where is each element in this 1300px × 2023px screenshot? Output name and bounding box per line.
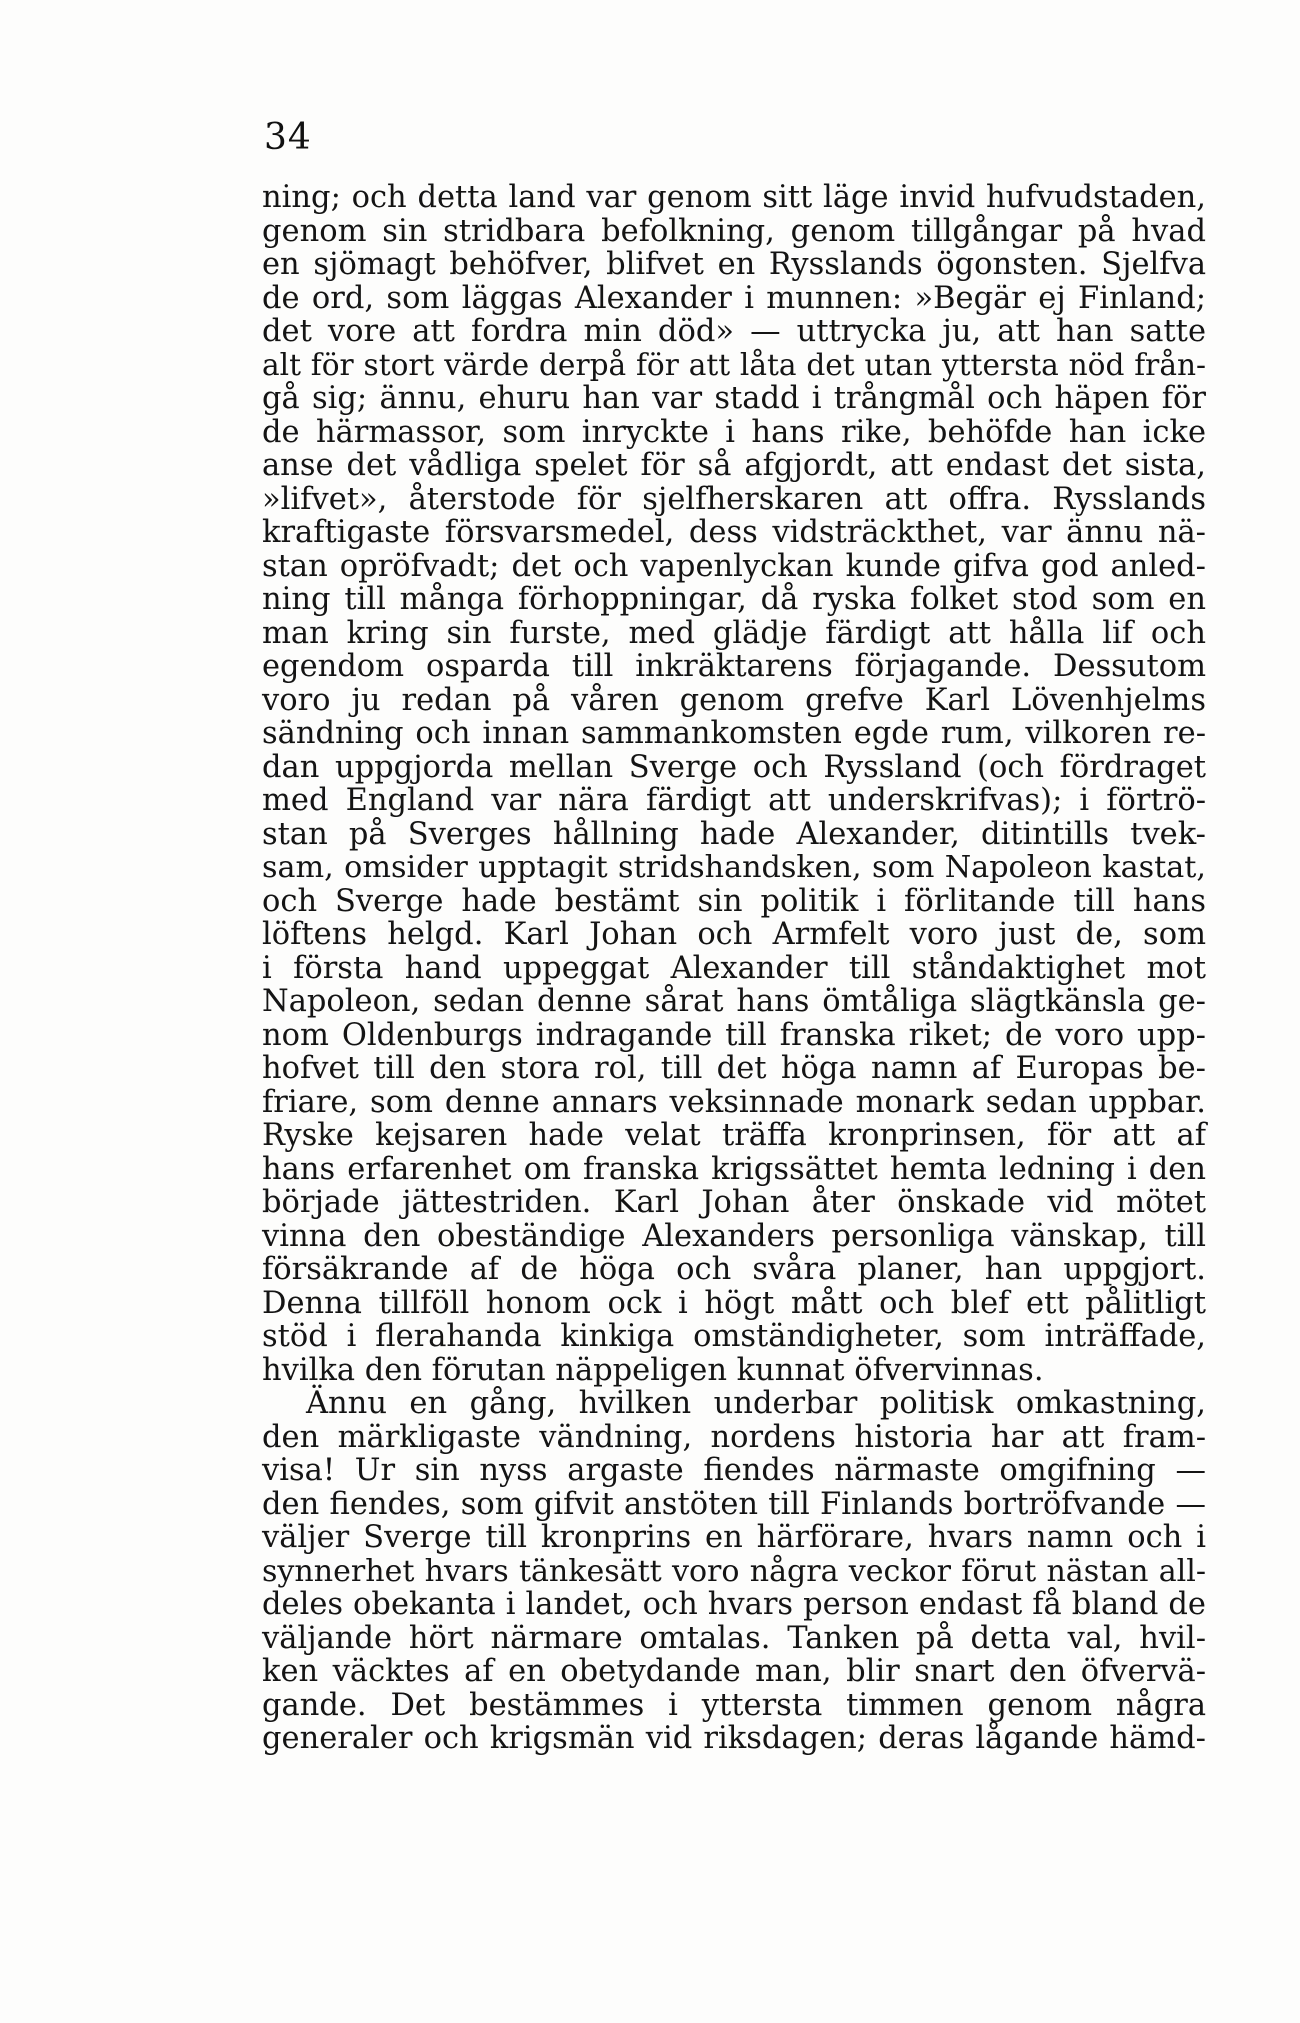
text-line: väljer Sverge till kronprins en härförare, hvars namn och i [262,1520,1206,1555]
text-line: ken väcktes af en obetydande man, blir snart den öfvervä- [262,1654,1206,1689]
text-line: sam, omsider upptagit stridshandsken, som Napoleon kastat, [262,850,1206,885]
text-line: i första hand uppeggat Alexander till ståndaktighet mot [262,950,1206,986]
text-line: försäkrande af de höga och svåra planer, han uppgjort. [262,1252,1206,1287]
text-line: och Sverge hade bestämt sin politik i förlitande till hans [262,883,1206,919]
text-line: den fiendes, som gifvit anstöten till Finlands bortröfvande — [262,1486,1206,1522]
text-line: hofvet till den stora rol, till det höga namn af Europas be- [262,1051,1206,1086]
text-line: alt för stort värde derpå för att låta det utan yttersta nöd från- [262,347,1206,382]
text-line: sändning och innan sammankomsten egde rum, vilkoren re- [262,716,1206,751]
text-line: kraftigaste försvarsmedel, dess vidsträckthet, var ännu nä- [262,515,1206,550]
text-line: dan uppgjorda mellan Sverge och Ryssland (och fördraget [262,749,1206,785]
text-line: med England var nära färdigt att underskrifvas); i förtrö- [262,783,1206,818]
text-line: det vore att fordra min död» — uttrycka ju, att han satte [262,314,1206,349]
text-line: nom Oldenburgs indragande till franska riket; de voro upp- [262,1017,1206,1053]
text-line: man kring sin furste, med glädje färdigt att hålla lif och [262,615,1206,651]
text-line: stan på Sverges hållning hade Alexander, ditintills tvek- [262,816,1206,852]
text-line: vinna den obeständige Alexanders personliga vänskap, till [262,1218,1206,1254]
text-line: »lifvet», återstode för sjelfherskaren att offra. Rysslands [262,481,1206,517]
body-text [262,181,1206,1756]
text-line: Denna tillföll honom ock i högt mått och blef ett pålitligt [262,1285,1206,1321]
text-line: gå sig; ännu, ehuru han var stadd i trångmål och häpen för [262,381,1206,416]
text-line: stöd i flerahanda kinkiga omständigheter, som inträffade, [262,1319,1206,1354]
text-line: gande. Det bestämmes i yttersta timmen genom några [262,1687,1206,1723]
text-line: visa! Ur sin nyss argaste fiendes närmaste omgifning — [262,1453,1206,1488]
text-line: Ryske kejsaren hade velat träffa kronprinsen, för att af [262,1118,1206,1153]
text-line: egendom osparda till inkräktarens förjagande. Dessutom [262,649,1206,684]
text-line: ning till många förhoppningar, då ryska folket stod som en [262,582,1206,617]
text-line: deles obekanta i landet, och hvars person endast få bland de [262,1587,1206,1622]
text-line: generaler och krigsmän vid riksdagen; deras lågande hämd- [262,1721,1206,1756]
text-line: började jättestriden. Karl Johan åter önskade vid mötet [262,1185,1206,1220]
text-line: Ännu en gång, hvilken underbar politisk omkastning, [306,1386,1206,1421]
text-line: anse det vådliga spelet för så afgjordt, att endast det sista, [262,448,1206,483]
text-line: genom sin stridbara befolkning, genom tillgångar på hvad [262,213,1206,249]
text-line: hans erfarenhet om franska krigssättet hemta ledning i den [262,1151,1206,1187]
text-line: den märkligaste vändning, nordens historia har att fram- [262,1419,1206,1455]
text-line: hvilka den förutan näppeligen kunnat öfvervinnas. [262,1352,1044,1388]
text-line: ning; och detta land var genom sitt läge invid hufvudstaden, [262,180,1206,215]
text-line: stan opröfvadt; det och vapenlyckan kunde gifva god anled- [262,548,1206,584]
text-line: de härmassor, som inryckte i hans rike, behöfde han icke [262,414,1206,450]
text-line: löftens helgd. Karl Johan och Armfelt voro just de, som [262,917,1206,952]
text-line: friare, som denne annars veksinnade monark sedan uppbar. [262,1084,1206,1120]
text-line: synnerhet hvars tänkesätt voro några veckor förut nästan all- [262,1553,1206,1589]
text-line: väljande hört närmare omtalas. Tanken på detta val, hvil- [262,1620,1206,1656]
text-line: voro ju redan på våren genom grefve Karl Lövenhjelms [262,682,1206,718]
page-number: 34 [264,117,312,158]
text-line: de ord, som läggas Alexander i munnen: »Begär ej Finland; [262,280,1206,316]
text-line: en sjömagt behöfver, blifvet en Rysslands ögonsten. Sjelfva [262,247,1206,282]
text-line: Napoleon, sedan denne sårat hans ömtåliga slägtkänsla ge- [262,984,1206,1019]
